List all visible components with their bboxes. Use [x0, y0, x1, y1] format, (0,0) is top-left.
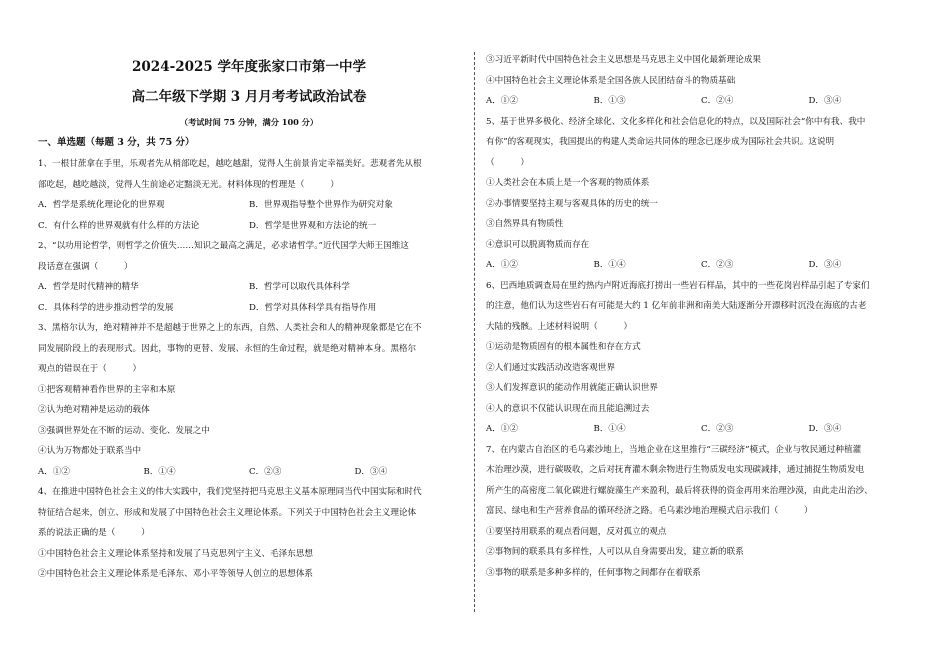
statement-4: ④人的意识不仅能认识现在而且能追溯过去 [486, 403, 650, 414]
question-7 [486, 440, 916, 584]
question-stem-line: 富民、绿电和生产营养食品的循环经济之路。毛乌素沙地治理模式启示我们（ ） [486, 506, 813, 516]
exam-subtitle: （考试时间 75 分钟，满分 100 分） [179, 117, 319, 127]
question-stem-line: 系的说法正确的是（ ） [38, 528, 150, 538]
statement-2: ②事物间的联系具有多样性，人可以从自身需要出发，建立新的联系 [486, 547, 744, 557]
choice-d: D．哲学对具体科学具有指导作用 [249, 302, 377, 313]
left-column [38, 0, 460, 585]
question-6 [486, 276, 916, 440]
choice-c: C．具体科学的进步推动哲学的发展 [38, 302, 174, 313]
question-stem-line: 观点的错误在于（ ） [38, 364, 142, 374]
statement-3: ③事物的联系是多种多样的，任何事物之间都存在着联系 [486, 567, 701, 578]
statement-1: ①要坚持用联系的观点看问题，反对孤立的观点 [486, 526, 667, 537]
choice-c: C．有什么样的世界观就有什么样的方法论 [38, 220, 200, 231]
choice-d: D．③④ [354, 466, 388, 477]
choice-row [486, 419, 916, 440]
choice-c: C．②③ [701, 260, 734, 270]
question-stem-line: 2、“以功用论哲学，则哲学之价值失……知识之最高之满足，必求诸哲学。”近代国学大师王国维这 [38, 241, 409, 251]
choice-row [486, 255, 916, 276]
statement-2: ②人们通过实践活动改造客观世界 [486, 362, 615, 373]
statement-4: ④意识可以脱离物质而存在 [486, 239, 590, 250]
choice-a: A．①② [486, 96, 518, 106]
column-divider [474, 52, 475, 612]
question-stem-line: 3、黑格尔认为，绝对精神并不是超越于世界之上的东西，自然、人类社会和人的精神现象都是它在不 [38, 323, 422, 333]
statement-1: ①中国特色社会主义理论体系坚持和发展了马克思列宁主义、毛泽东思想 [38, 548, 314, 559]
right-column [486, 0, 916, 583]
question-3 [38, 318, 460, 482]
choice-b: B．①④ [143, 466, 176, 477]
question-stem-line: 1、一根甘蔗拿在手里，乐观者先从梢部吃起，越吃越甜，觉得人生前景肯定幸福美好。悲观者先从根 [38, 159, 422, 169]
choice-b: B．①④ [593, 424, 626, 434]
question-1 [38, 154, 460, 236]
question-stem-line: 7、在内蒙古自治区的毛乌素沙地上，当地企业在这里推行“三碳经济”模式，企业与牧民通过种植灌 [486, 444, 862, 455]
choice-b: B．世界观指导整个世界作为研究对象 [249, 200, 393, 210]
choice-a: A．哲学是时代精神的精华 [38, 282, 139, 292]
choice-b: B．①④ [593, 260, 626, 270]
choice-row [38, 462, 460, 483]
choice-a: A．①② [38, 466, 70, 477]
statement-4: ④认为万物都处于联系当中 [38, 446, 142, 456]
choice-d: D．哲学是世界观和方法论的统一 [249, 220, 377, 231]
question-stem-line: 5、基于世界多极化、经济全球化、文化多样化和社会信息化的特点，以及国际社会“你中有我、我中 [486, 116, 866, 127]
choice-a: A．①② [486, 260, 518, 270]
question-stem-line: 所产生的高密度二氧化碳进行螺旋藻生产来盈利，最后将获得的资金再用来治理沙漠，由此走出治沙、 [486, 485, 873, 496]
choice-d: D．③④ [808, 424, 842, 434]
statement-2: ②认为绝对精神是运动的载体 [38, 405, 150, 415]
choice-row [38, 195, 460, 216]
question-stem-line: 的注意，他们认为这些岩石有可能是大约 1 亿年前非洲和南美大陆逐渐分开漂移时沉没在海底的古老 [486, 301, 867, 311]
statement-3: ③习近平新时代中国特色社会主义思想是马克思主义中国化最新理论成果 [486, 55, 762, 65]
choice-c: C．②③ [249, 466, 282, 477]
question-stem-line: 有你”的客观现实，我国提出的构建人类命运共同体的理念已逐步成为国际社会共识。这说明 [486, 137, 835, 147]
choice-d: D．③④ [808, 96, 842, 106]
choice-d: D．③④ [808, 260, 842, 270]
choice-a: A．①② [486, 424, 518, 434]
question-stem-line: 4、在推进中国特色社会主义的伟大实践中，我们党坚持把马克思主义基本原理同当代中国实际和时代 [38, 487, 422, 497]
question-stem-line: 段话意在强调（ ） [38, 261, 133, 272]
choice-b: B．哲学可以取代具体科学 [249, 282, 350, 292]
choice-row [38, 298, 460, 319]
question-5 [486, 112, 916, 276]
question-4 [38, 482, 460, 585]
choice-row [38, 277, 460, 298]
exam-title-line2: 高二年级下学期 3 月月考考试政治试卷 [131, 89, 367, 105]
choice-row [38, 216, 460, 237]
question-stem-line: 特征结合起来，创立、形成和发展了中国特色社会主义理论体系。下列关于中国特色社会主义理论体 [38, 507, 417, 518]
statement-1: ①人类社会在本质上是一个客观的物质体系 [486, 178, 650, 188]
choice-b: B．①③ [593, 96, 626, 106]
statement-3: ③自然界具有物质性 [486, 219, 564, 229]
choice-c: C．②④ [701, 96, 734, 106]
question-stem-line: （ ） [486, 157, 529, 168]
question-stem-line: 6、巴西地质调查局在里约热内卢附近海底打捞出一些岩石样品，其中的一些花岗岩样品引起了专家们 [486, 280, 870, 291]
question-stem-line: 大陆的残骸。上述材料说明（ ） [486, 321, 633, 332]
question-2 [38, 236, 460, 318]
statement-2: ②办事情要坚持主观与客观具体的历史的统一 [486, 198, 658, 209]
exam-title-line1: 2024-2025 学年度张家口市第一中学 [132, 59, 366, 75]
question-4-continued [486, 0, 916, 112]
statement-1: ①运动是物质固有的根本属性和存在方式 [486, 342, 641, 352]
question-stem-line: 部吃起，越吃越淡，觉得人生前途必定黯淡无光。材料体现的哲理是（ ） [38, 179, 339, 190]
choice-a: A．哲学是系统化理论化的世界观 [38, 200, 165, 210]
choice-row [486, 91, 916, 112]
statement-3: ③强调世界处在不断的运动、变化、发展之中 [38, 425, 210, 436]
question-stem-line: 同发展阶段上的表现形式。因此，事物的更替、发展、永恒的生命过程，就是绝对精神本身。黑格尔 [38, 343, 417, 354]
choice-c: C．②③ [701, 424, 734, 434]
statement-2: ②中国特色社会主义理论体系是毛泽东、邓小平等领导人创立的思想体系 [38, 569, 314, 579]
question-stem-line: 木治理沙漠，进行碳吸收，之后对抚育灌木剩余物进行生物质发电实现碳减排，通过捕捉生物质发电 [486, 465, 865, 475]
section-heading: 一、单选题（每题 3 分，共 75 分） [38, 137, 195, 148]
statement-4: ④中国特色社会主义理论体系是全国各族人民团结奋斗的物质基础 [486, 75, 736, 86]
statement-3: ③人们发挥意识的能动作用就能正确认识世界 [486, 383, 658, 393]
statement-1: ①把客观精神看作世界的主宰和本原 [38, 384, 176, 395]
